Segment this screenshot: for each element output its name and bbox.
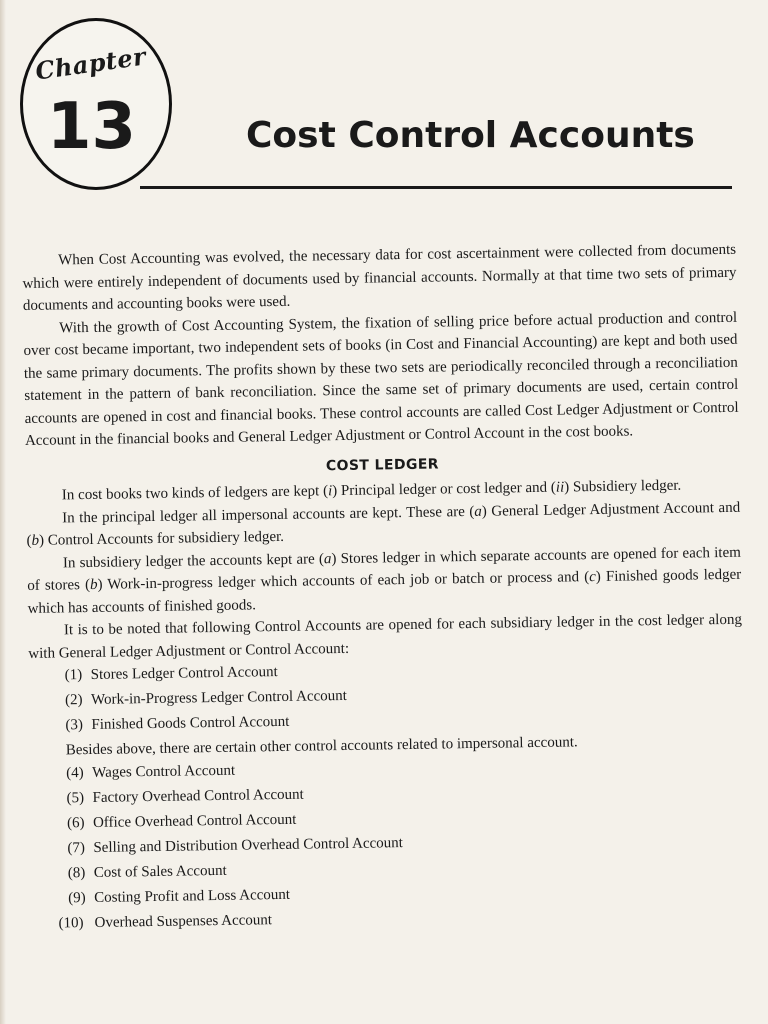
intro-paragraph-1: When Cost Accounting was evolved, the necessary data for cost ascertainment were collected from documents which were entirely independent of documents used by financial accounts. Normally at that time two sets of primary documents and accounting books were used.	[22, 241, 737, 314]
ledger-paragraph-4: It is to be noted that following Control Accounts are opened for each subsidiary ledger in the cost ledger along with General Ledger Adjustment or Control Account:	[28, 611, 743, 662]
page-binding-edge	[0, 0, 6, 1024]
other-accounts-list	[30, 751, 747, 935]
chapter-number: 13	[47, 90, 137, 164]
list-item: (5) Factory Overhead Control Account	[66, 786, 304, 806]
section-heading-cost-ledger: COST LEDGER	[325, 455, 440, 474]
besides-paragraph: Besides above, there are certain other control accounts related to impersonal account.	[65, 734, 578, 759]
list-item: (8) Cost of Sales Account	[67, 862, 227, 881]
ledger-paragraph-2: In the principal ledger all impersonal accounts are kept. These are (a) General Ledger Adjustment Account and (b) Control Accounts for subsidiery ledger.	[26, 499, 741, 549]
ledger-paragraph-1: In cost books two kinds of ledgers are kept (i) Principal ledger or cost ledger and (ii) Subsidiery ledger.	[61, 477, 682, 504]
list-item: (6) Office Overhead Control Account	[66, 811, 297, 831]
list-item: (4) Wages Control Account	[66, 762, 236, 781]
chapter-badge	[20, 18, 172, 190]
list-item: (9) Costing Profit and Loss Account	[68, 886, 291, 906]
ledger-paragraph-3: In subsidiery ledger the accounts kept are (a) Stores ledger in which separate accounts are opened for each item of stores (b) Work-in-progress ledger which accounts of each job or batch or process and (c) Finished goods ledger which has accounts of finished goods.	[27, 544, 742, 617]
chapter-body	[22, 239, 747, 938]
list-item: (1) Stores Ledger Control Account	[64, 664, 278, 684]
list-item: (3) Finished Goods Control Account	[65, 713, 290, 734]
chapter-label: Chapter	[33, 41, 148, 86]
title-underline	[140, 186, 732, 189]
list-item: (2) Work-in-Progress Ledger Control Account	[64, 687, 347, 709]
intro-paragraph-2: With the growth of Cost Accounting System, the fixation of selling price before actual production and control over cost became important, two independent sets of books (in Cost and Financial Accounting) are kept and both used the same primary documents. The profits shown by these two sets are periodically reconciled through a reconciliation statement in the pattern of bank reconciliation. Since the same set of primary documents are used, certain control accounts are opened in cost and financial books. These control accounts are called Cost Ledger Adjustment or Control Account in the financial books and General Ledger Adjustment or Control Account in the cost books.	[23, 309, 739, 449]
chapter-title: Cost Control Accounts	[246, 115, 695, 156]
list-item: (7) Selling and Distribution Overhead Control Account	[67, 834, 404, 856]
list-item: (10) Overhead Suspenses Account	[58, 911, 273, 932]
control-accounts-list	[29, 654, 744, 738]
